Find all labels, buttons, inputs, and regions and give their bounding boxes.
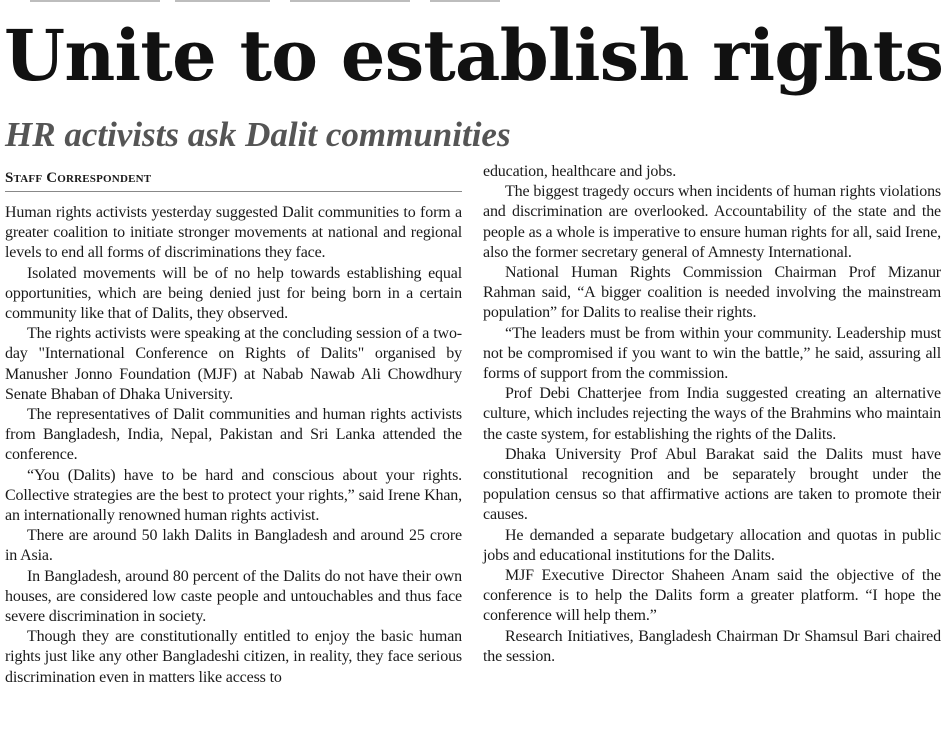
article-column-left (5, 203, 462, 688)
article-column-right (483, 162, 941, 667)
article-paragraph: There are around 50 lakh Dalits in Bangladesh and around 25 crore in Asia. (5, 527, 462, 565)
article-paragraph: Isolated movements will be of no help towards establishing equal opportunities, which are being denied just for being born in a certain community like that of Dalits, they observed. (5, 264, 462, 323)
article-paragraph: “The leaders must be from within your community. Leadership must not be compromised if you want to win the battle,” he said, assuring all forms of support from the commission. (483, 324, 941, 383)
article-paragraph: Research Initiatives, Bangladesh Chairman Dr Shamsul Bari chaired the session. (483, 627, 941, 665)
article-paragraph: education, healthcare and jobs. (483, 163, 677, 180)
clipped-text-strip (0, 0, 951, 4)
article-paragraph: He demanded a separate budgetary allocation and quotas in public jobs and educational institutions for the Dalits. (483, 526, 941, 564)
article-paragraph: Though they are constitutionally entitled to enjoy the basic human rights just like any other Bangladeshi citizen, in reality, they face serious discrimination even in matters like access to (5, 628, 462, 686)
byline: Staff Correspondent (5, 168, 462, 192)
headline: Unite to establish rights (4, 14, 944, 97)
article-paragraph: The biggest tragedy occurs when incidents of human rights violations and discrimination are overlooked. Accountability of the state and the people as a whole is imperative to ensure human rights for all, said Irene, also the former secretary general of Amnesty International. (483, 183, 941, 261)
article-paragraph: The rights activists were speaking at the concluding session of a two-day "International Conference on Rights of Dalits" organised by Manusher Jonno Foundation (MJF) at Nabab Nawab Ali Chowdhury Senate Bhaban of Dhaka University. (5, 325, 462, 403)
article-paragraph: The representatives of Dalit communities and human rights activists from Bangladesh, India, Nepal, Pakistan and Sri Lanka attended the conference. (5, 406, 462, 464)
article-paragraph: In Bangladesh, around 80 percent of the Dalits do not have their own houses, are considered low caste people and untouchables and thus face severe discrimination in society. (5, 567, 462, 626)
article-paragraph: Human rights activists yesterday suggested Dalit communities to form a greater coalition to initiate stronger movements at national and regional levels to end all forms of discriminations they face. (5, 204, 462, 262)
article-paragraph: MJF Executive Director Shaheen Anam said the objective of the conference is to help the Dalits form a greater platform. “I hope the conference will help them.” (483, 567, 941, 625)
subheadline: HR activists ask Dalit communities (5, 115, 511, 154)
article-paragraph: National Human Rights Commission Chairman Prof Mizanur Rahman said, “A bigger coalition is needed involving the mainstream population” for Dalits to realise their rights. (483, 264, 941, 322)
article-paragraph: Prof Debi Chatterjee from India suggested creating an alternative culture, which includes rejecting the ways of the Brahmins who maintain the caste system, for establishing the rights of the Dalits. (483, 385, 941, 443)
article-paragraph: “You (Dalits) have to be hard and conscious about your rights. Collective strategies are the best to protect your rights,” said Irene Khan, an internationally renowned human rights activist. (5, 466, 462, 525)
article-paragraph: Dhaka University Prof Abul Barakat said the Dalits must have constitutional recognition and be separately brought under the population census so that affirmative actions are taken to promote their causes. (483, 445, 941, 524)
